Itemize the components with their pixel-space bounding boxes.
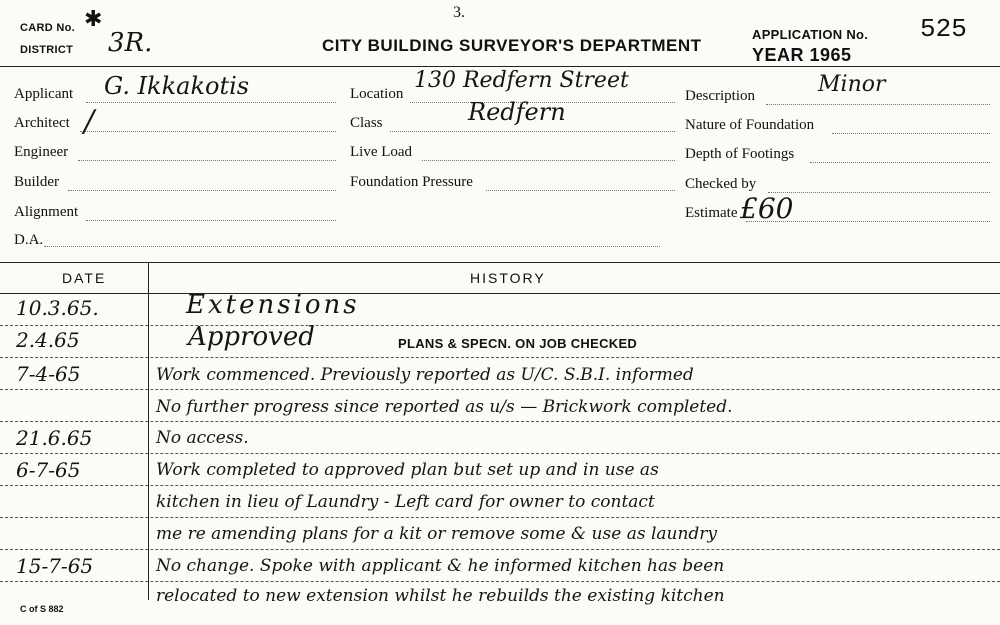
history-date: 6-7-65 — [16, 458, 81, 482]
alignment-label: Alignment — [14, 204, 79, 220]
row-line — [0, 357, 1000, 358]
history-date: 10.3.65. — [16, 296, 99, 320]
header-rule — [0, 66, 1000, 67]
page-mark: 3. — [453, 4, 465, 21]
architect-mark: / — [84, 104, 95, 139]
history-date: 7-4-65 — [16, 362, 81, 386]
history-entry: me re amending plans for a kit or remove some & use as laundry — [156, 524, 718, 544]
year-label: YEAR 1965 — [752, 45, 852, 65]
history-top-rule — [0, 262, 1000, 263]
checked-line — [768, 192, 990, 193]
application-label: APPLICATION No. — [752, 27, 869, 42]
depth-of-footings-label: Depth of Footings — [685, 146, 795, 162]
description-line — [766, 104, 990, 105]
card-no-label: CARD No. — [20, 22, 75, 34]
row-line — [0, 581, 1000, 582]
row-line — [0, 517, 1000, 518]
foundation-pressure-label: Foundation Pressure — [350, 174, 473, 190]
history-entry: No change. Spoke with applicant & he informed kitchen has been — [156, 556, 725, 576]
estimate-value: £60 — [740, 192, 794, 225]
live-load-line — [422, 160, 675, 161]
plans-checked-stamp: PLANS & SPECN. ON JOB CHECKED — [398, 336, 638, 351]
history-entry: No further progress since reported as u/s — Brickwork completed. — [156, 397, 733, 417]
alignment-line — [86, 220, 336, 221]
row-line — [0, 453, 1000, 454]
foundation-pressure-line — [486, 190, 675, 191]
history-date: 21.6.65 — [16, 426, 93, 450]
form-code: C of S 882 — [20, 604, 64, 614]
class-line — [390, 131, 675, 132]
description-label: Description — [685, 88, 755, 104]
history-date: 15-7-65 — [16, 554, 94, 578]
history-entry: No access. — [156, 428, 249, 448]
da-label: D.A. — [14, 232, 44, 248]
history-entry: Work commenced. Previously reported as U/C. S.B.I. informed — [156, 365, 694, 385]
description-value: Minor — [818, 72, 886, 97]
engineer-label: Engineer — [14, 144, 69, 160]
history-header: HISTORY — [470, 270, 546, 286]
architect-label: Architect — [14, 115, 70, 131]
location-value: 130 Redfern Street — [414, 68, 629, 93]
date-header: DATE — [62, 270, 107, 286]
builder-line — [68, 190, 336, 191]
depth-line — [810, 162, 990, 163]
architect-line — [80, 131, 336, 132]
application-number: 525 — [920, 14, 967, 44]
history-date: 2.4.65 — [16, 328, 80, 352]
engineer-line — [78, 160, 336, 161]
history-entry: Work completed to approved plan but set up and in use as — [156, 460, 659, 480]
row-line — [0, 549, 1000, 550]
history-header-rule — [0, 293, 1000, 294]
checked-by-label: Checked by — [685, 176, 757, 192]
applicant-line — [86, 102, 336, 103]
district-label: DISTRICT — [20, 44, 74, 56]
department-title: CITY BUILDING SURVEYOR'S DEPARTMENT — [322, 36, 702, 55]
star-mark-icon: ✱ — [84, 6, 103, 31]
estimate-label: Estimate — [685, 205, 738, 221]
builder-label: Builder — [14, 174, 59, 190]
applicant-label: Applicant — [14, 86, 74, 102]
location-label: Location — [350, 86, 404, 102]
da-line — [44, 246, 660, 247]
row-line — [0, 389, 1000, 390]
history-entry: Extensions — [186, 290, 360, 320]
row-line — [0, 421, 1000, 422]
class-label: Class — [350, 115, 383, 131]
applicant-value: G. Ikkakotis — [104, 72, 250, 100]
history-entry: kitchen in lieu of Laundry - Left card for owner to contact — [156, 492, 655, 512]
nature-line — [832, 133, 990, 134]
history-entry: relocated to new extension whilst he rebuilds the existing kitchen — [156, 586, 725, 606]
row-line — [0, 485, 1000, 486]
live-load-label: Live Load — [350, 144, 413, 160]
history-entry: Approved — [188, 322, 315, 352]
district-value: 3R. — [108, 28, 153, 58]
location-suburb: Redfern — [468, 98, 566, 126]
row-line — [0, 325, 1000, 326]
nature-of-foundation-label: Nature of Foundation — [685, 117, 815, 133]
